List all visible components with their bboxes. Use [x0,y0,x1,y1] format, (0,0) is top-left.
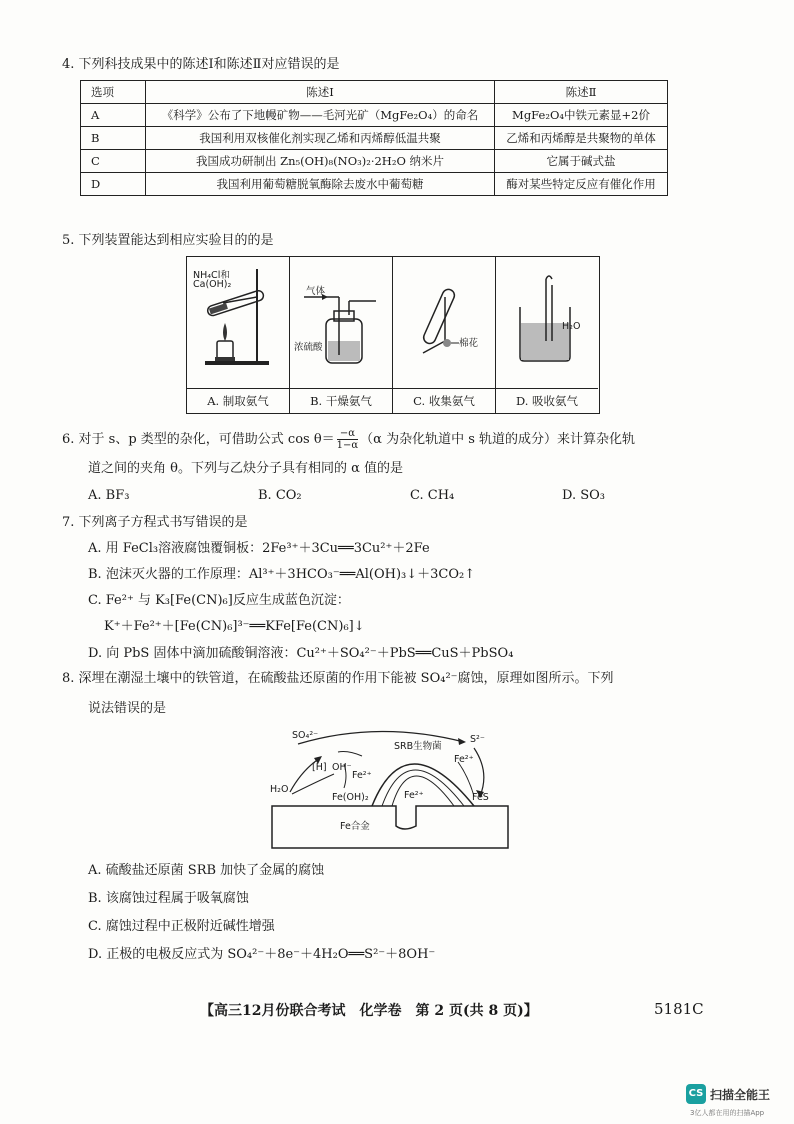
diagram-label-fe2-right: Fe²⁺ [454,754,474,765]
diagram-label-s2: S²⁻ [470,734,485,745]
water-label: H₂O [562,321,581,332]
test-tube-collection-icon [393,257,495,389]
q6-text: （α 为杂化轨道中 s 轨道的成分）来计算杂化轨 [360,432,636,447]
q8-corrosion-diagram [268,726,512,852]
q6-option-a: A. BF₃ [88,488,130,503]
fraction-den: 1−α [336,440,359,451]
q8-line2: 说法错误的是 [88,701,167,716]
table-cell: 我国利用葡萄糖脱氧酶除去废水中葡萄糖 [146,173,495,196]
q7-stem: 7. 下列离子方程式书写错误的是 [62,515,248,530]
table-row [81,150,668,173]
table-row [81,173,668,196]
q8-line1: 8. 深埋在潮湿土壤中的铁管道，在硫酸盐还原菌的作用下能被 SO₄²⁻腐蚀，原理如图所示。下列 [62,671,614,686]
reagent-label: NH₄Cl和 [193,270,230,281]
caption-b: B. 干燥氨气 [290,388,392,413]
diagram-label-fe2-pit: Fe²⁺ [404,790,424,801]
q8-option-b: B. 该腐蚀过程属于吸氧腐蚀 [88,891,249,906]
page-footer: 【高三12月份联合考试 化学卷 第 2 页(共 8 页)】 [200,1003,538,1019]
table-cell: C [81,150,146,173]
table-cell: D [81,173,146,196]
table-cell: 酶对某些特定反应有催化作用 [495,173,668,196]
paper-code: 5181C [654,1000,704,1018]
table-row [81,127,668,150]
apparatus-b [290,257,393,413]
cotton-label: 棉花 [459,338,479,349]
q8-option-c: C. 腐蚀过程中正极附近碱性增强 [88,919,275,934]
scanner-title: 扫描全能王 [710,1088,771,1102]
scanner-watermark [686,1084,794,1120]
q6-option-d: D. SO₃ [562,488,605,503]
table-cell: 它属于碱式盐 [495,150,668,173]
table-row [81,104,668,127]
table-header-cell: 陈述Ⅰ [146,81,495,104]
diagram-label-so4: SO₄²⁻ [292,730,319,741]
caption-d: D. 吸收氨气 [496,388,598,413]
q6-line2: 道之间的夹角 θ。下列与乙炔分子具有相同的 α 值的是 [88,461,404,476]
q7-option-a: A. 用 FeCl₃溶液腐蚀覆铜板：2Fe³⁺＋3Cu══3Cu²⁺＋2Fe [88,541,430,556]
q5-stem: 5. 下列装置能达到相应实验目的的是 [62,233,274,248]
diagram-label-alloy: Fe合金 [340,821,370,832]
reagent-label: Ca(OH)₂ [193,279,232,290]
diagram-label-fes: FeS [472,792,489,803]
table-cell: 《科学》公布了下地幔矿物——毛河光矿（MgFe₂O₄）的命名 [146,104,495,127]
q7-option-c: C. Fe²⁺ 与 K₃[Fe(CN)₆]反应生成蓝色沉淀： [88,593,350,608]
q7-option-d: D. 向 PbS 固体中滴加硫酸铜溶液：Cu²⁺＋SO₄²⁻＋PbS══CuS＋PbSO₄ [88,646,514,661]
table-header-row [81,81,668,104]
apparatus-c [393,257,496,413]
diagram-label-oh: OH⁻ [332,762,352,773]
table-header-cell: 陈述Ⅱ [495,81,668,104]
diagram-label-feoh: Fe(OH)₂ [332,792,369,803]
q5-apparatus-panel [186,256,600,414]
diagram-label-srb: SRB生物菌 [394,741,442,752]
diagram-label-fe2-left: Fe²⁺ [352,770,372,781]
camscanner-logo-icon: CS [686,1084,706,1104]
table-cell: 乙烯和丙烯醇是共聚物的单体 [495,127,668,150]
q7-option-b: B. 泡沫灭火器的工作原理：Al³⁺＋3HCO₃⁻══Al(OH)₃↓＋3CO₂↑ [88,567,476,582]
table-cell: B [81,127,146,150]
table-header-cell: 选项 [81,81,146,104]
gas-label: 气体 [306,286,326,297]
q6-option-b: B. CO₂ [258,488,302,503]
q7-option-c-equation: K⁺＋Fe²⁺＋[Fe(CN)₆]³⁻══KFe[Fe(CN)₆]↓ [104,619,365,634]
acid-label: 浓硫酸 [294,342,323,353]
q8-option-a: A. 硫酸盐还原菌 SRB 加快了金属的腐蚀 [88,863,325,878]
scanner-subtitle: 3亿人都在用的扫描App [690,1109,765,1117]
beaker-absorption-icon [496,257,598,389]
apparatus-a [187,257,290,413]
fraction-num: −α [337,428,359,440]
gas-washing-bottle-icon [290,257,392,389]
apparatus-d [496,257,598,413]
q4-table [80,80,668,196]
q8-option-d: D. 正极的电极反应式为 SO₄²⁻＋8e⁻＋4H₂O══S²⁻＋8OH⁻ [88,947,436,962]
caption-a: A. 制取氨气 [187,388,289,413]
diagram-label-h2o: H₂O [270,784,289,795]
table-cell: MgFe₂O₄中铁元素显+2价 [495,104,668,127]
caption-c: C. 收集氨气 [393,388,495,413]
diagram-label-h: [H] [312,762,327,773]
q6-text: 6. 对于 s、p 类型的杂化，可借助公式 cos θ＝ [62,432,335,447]
table-cell: 我国利用双核催化剂实现乙烯和丙烯醇低温共聚 [146,127,495,150]
table-cell: 我国成功研制出 Zn₅(OH)₈(NO₃)₂·2H₂O 纳米片 [146,150,495,173]
q6-option-c: C. CH₄ [410,488,455,503]
fraction [337,428,359,451]
q4-stem: 4. 下列科技成果中的陈述Ⅰ和陈述Ⅱ对应错误的是 [62,57,340,72]
table-cell: A [81,104,146,127]
q6-line1 [62,428,635,451]
